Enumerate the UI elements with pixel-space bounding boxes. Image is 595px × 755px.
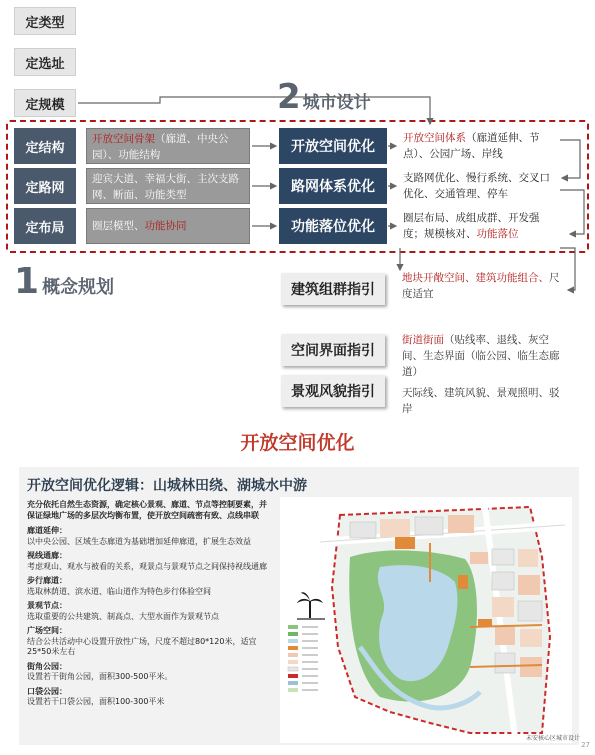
row-structure-concept-red: 开放空间骨架 [92, 133, 155, 145]
logic-item-title: 廊道延伸： [27, 526, 67, 535]
row-structure-concept-text: （廊道、中央公园）、功能结构 [92, 133, 229, 161]
logic-item-text: 选取重要的公共建筑、制高点、大型水面作为景观节点 [27, 611, 219, 621]
logic-item [27, 601, 274, 622]
logic-item [27, 551, 274, 572]
logic-item-text: 以中央公园、区域生态廊道为基础增加延伸廊道，扩展生态效益 [27, 536, 251, 546]
logic-item-text: 选取林荫道、滨水道、临山道作为特色步行体验空间 [27, 586, 211, 596]
page-number: 27 [581, 741, 590, 749]
logic-item-text: 设置若干街角公园，面积300-500平米。 [27, 672, 173, 681]
section-title: 开放空间优化 [240, 432, 355, 454]
logic-intro: 充分依托自然生态资源，确定核心景观、廊道、节点等控制要素，并保证绿地广场的多层次均衡布置，使开放空间疏密有致、点线串联 [27, 500, 267, 520]
row-layout-design-red: 功能落位 [476, 228, 519, 240]
logic-item [27, 526, 274, 547]
row-label-layout: 定布局 [14, 208, 76, 244]
row-structure-design-red: 开放空间体系 [403, 132, 466, 144]
heading-text: 城市设计 [302, 93, 371, 113]
logic-item-title: 视线通廊： [27, 551, 67, 560]
guide-landscape: 景观风貌指引 [281, 375, 385, 407]
map-caption: 未安核心区城市设计 [525, 735, 580, 742]
heading-number: 2 [277, 77, 301, 117]
guide-space-interface: 空间界面指引 [281, 334, 385, 366]
row-roadnet-design-text: 支路网优化、慢行系统、交叉口优化、交通管理、停车 [403, 172, 550, 200]
logic-item-title: 街角公园： [27, 661, 67, 671]
guide-text-red: 街道街面 [402, 334, 444, 346]
logic-item-title: 景观节点： [27, 601, 67, 610]
heading-text: 概念规划 [42, 277, 115, 298]
guide-text-red: 地块开敞空间、建筑功能组合、 [402, 272, 549, 284]
guide-landscape-text [396, 383, 572, 415]
guide-building-group-text [396, 268, 566, 308]
guide-building-group: 建筑组群指引 [281, 273, 385, 305]
logic-item-title: 口袋公园： [27, 686, 67, 696]
label-define-site: 定选址 [14, 48, 76, 76]
guide-text: （贴线率、退线、灰空间、生态界面（临公园、临生态廊道） [402, 334, 560, 378]
mid-function-optimize: 功能落位优化 [279, 208, 387, 244]
urban-design-map [280, 497, 572, 743]
guide-text: 天际线、建筑风貌、景观照明、驳岸 [402, 387, 560, 415]
row-layout-concept-red: 功能协同 [144, 220, 187, 232]
logic-item [27, 662, 274, 683]
logic-text-column [27, 500, 274, 740]
row-label-structure: 定结构 [14, 128, 76, 164]
logic-item [27, 687, 274, 708]
row-structure-design-text: （廊道延伸、节点）、公园广场、岸线 [403, 132, 540, 160]
logic-item [27, 626, 274, 658]
heading-concept-plan [14, 260, 154, 300]
logic-item-text: 结合公共活动中心设置开放性广场，尺度不超过80*120米，适宜25*50米左右 [27, 636, 257, 656]
logic-item-text: 考虑观山、观水与被看的关系，观景点与景观节点之间保持视线通廊 [27, 561, 267, 571]
logic-item-text: 设置若干口袋公园，面积100-300平米 [27, 697, 165, 706]
logic-title: 开放空间优化逻辑：山城林田绕、湖城水中游 [27, 478, 307, 494]
logic-item-title: 广场空间： [27, 626, 67, 635]
row-layout-concept-text: 圈层模型、 [92, 220, 145, 232]
label-define-scale: 定规模 [14, 89, 76, 117]
heading-number: 1 [14, 261, 40, 302]
row-label-roadnet: 定路网 [14, 168, 76, 204]
row-layout-design-text: 圈层布局、成组成群、开发强度；规模核对、 [403, 212, 540, 240]
guide-text: 尺度适宜 [402, 272, 560, 300]
row-roadnet-concept-text: 迎宾大道、幸福大街、主次支路网、断面、功能类型 [92, 173, 239, 201]
mid-roadnet-optimize: 路网体系优化 [279, 168, 387, 204]
guide-space-interface-text [396, 330, 572, 378]
logic-item [27, 576, 274, 597]
mid-open-space-optimize: 开放空间优化 [279, 128, 387, 164]
label-define-type: 定类型 [14, 7, 76, 35]
logic-item-title: 步行廊道： [27, 576, 67, 585]
